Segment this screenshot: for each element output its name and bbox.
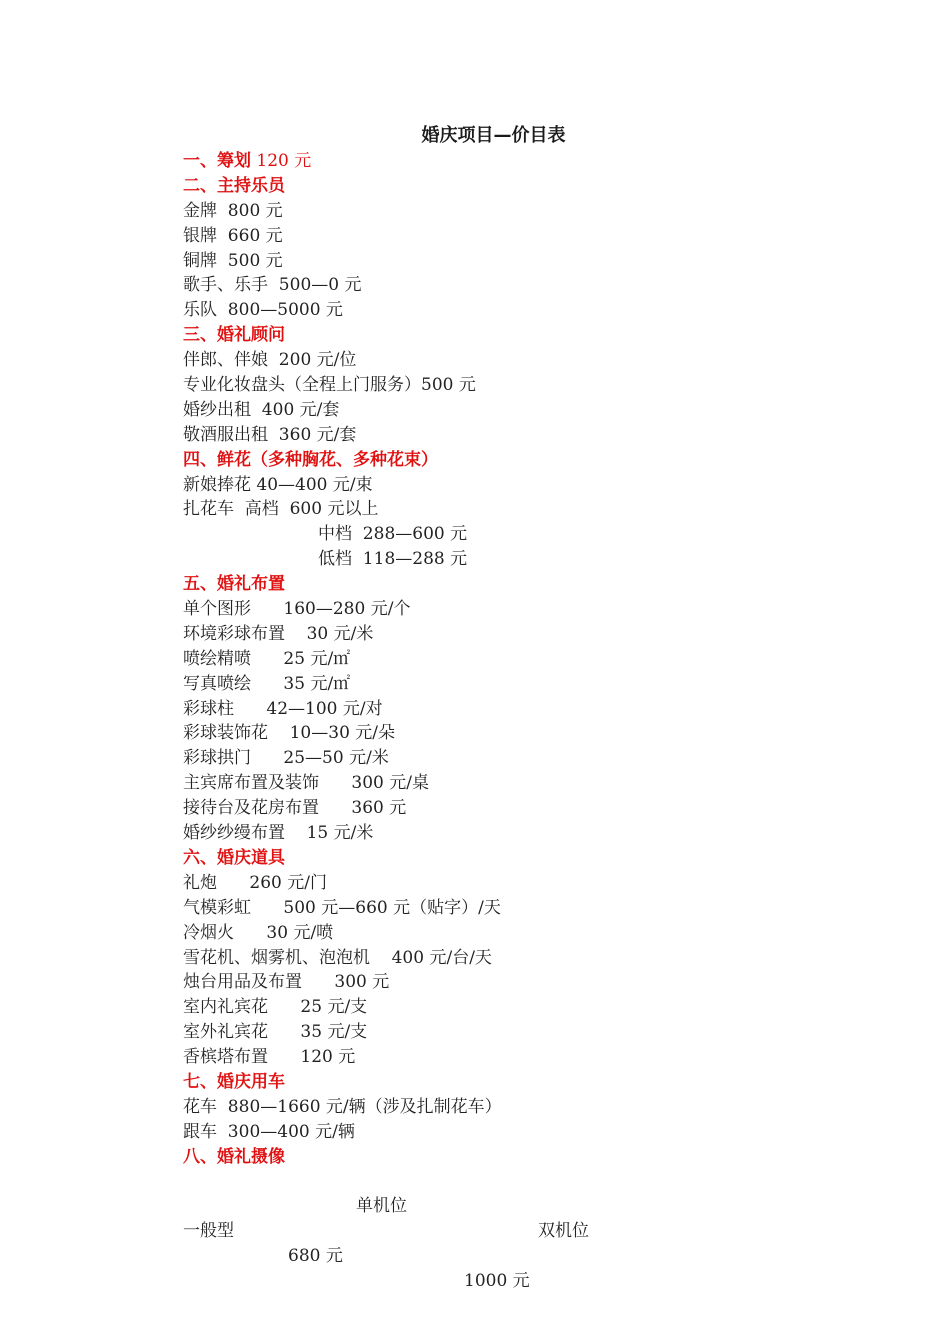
column-single-camera: 单机位 [356,1196,407,1217]
list-item: 接待台及花房布置 360 元 [183,798,407,819]
list-item: 敬酒服出租 360 元/套 [183,424,357,445]
list-item: 婚纱纱缦布置 15 元/米 [183,823,374,844]
list-item: 彩球装饰花 10—30 元/朵 [183,723,396,744]
section-heading-video: 八、婚礼摄像 [183,1146,285,1167]
dual-camera-price: 1000 元 [464,1271,530,1292]
row-label: 一般型 [183,1221,234,1242]
list-item: 烛台用品及布置 300 元 [183,972,390,993]
section-heading-host: 二、主持乐员 [183,175,285,196]
section-heading-planning: 一、筹划 120 元 [183,151,312,171]
list-item: 气模彩虹 500 元—660 元（贴字）/天 [183,897,501,918]
list-item: 歌手、乐手 500—0 元 [183,275,362,296]
list-item: 跟车 300—400 元/辆 [183,1121,355,1142]
list-item: 婚纱出租 400 元/套 [183,399,340,420]
list-item: 扎花车 高档 600 元以上 [183,499,379,520]
list-item: 环境彩球布置 30 元/米 [183,623,374,644]
list-item: 室内礼宾花 25 元/支 [183,997,368,1018]
list-item: 单个图形 160—280 元/个 [183,599,411,620]
list-item: 雪花机、烟雾机、泡泡机 400 元/台/天 [183,947,492,968]
list-item: 银牌 660 元 [183,225,283,246]
list-item: 伴郎、伴娘 200 元/位 [183,350,357,371]
list-item: 中档 288—600 元 [318,524,468,545]
single-camera-price: 680 元 [288,1246,343,1267]
planning-price: 120 元 [251,151,312,171]
list-item: 礼炮 260 元/门 [183,872,328,893]
list-item: 彩球拱门 25—50 元/米 [183,748,389,769]
list-item: 金牌 800 元 [183,200,283,221]
list-item: 主宾席布置及装饰 300 元/桌 [183,773,430,794]
list-item: 喷绘精喷 25 元/㎡ [183,648,351,669]
list-item: 乐队 800—5000 元 [183,300,343,321]
list-item: 写真喷绘 35 元/㎡ [183,673,351,694]
list-item: 专业化妆盘头（全程上门服务）500 元 [183,375,476,396]
list-item: 彩球柱 42—100 元/对 [183,698,383,719]
list-item: 新娘捧花 40—400 元/束 [183,474,373,495]
list-item: 冷烟火 30 元/喷 [183,922,334,943]
price-list [183,149,903,1292]
list-item: 香槟塔布置 120 元 [183,1047,356,1068]
section-heading-flowers: 四、鲜花（多种胸花、多种花束） [183,449,438,470]
list-item: 室外礼宾花 35 元/支 [183,1022,368,1043]
list-item: 铜牌 500 元 [183,250,283,271]
list-item: 低档 118—288 元 [318,549,468,570]
column-dual-camera: 双机位 [538,1221,589,1242]
list-item: 花车 880—1660 元/辆（涉及扎制花车） [183,1096,502,1117]
section-heading-decoration: 五、婚礼布置 [183,574,285,595]
page-title: 婚庆项目—价目表 [421,125,566,146]
section-heading-consultant: 三、婚礼顾问 [183,325,285,346]
section-heading-vehicles: 七、婚庆用车 [183,1071,285,1092]
section-heading-props: 六、婚庆道具 [183,847,285,868]
